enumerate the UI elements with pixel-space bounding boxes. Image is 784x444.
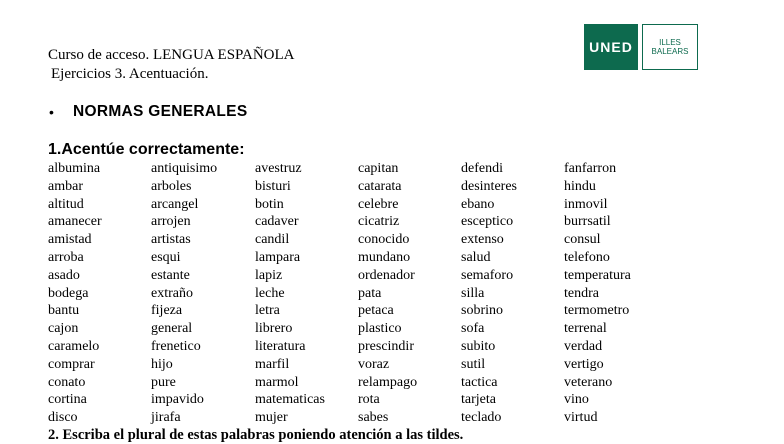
word-item: fijeza xyxy=(151,303,183,319)
logo-line-illes: ILLES xyxy=(659,38,681,47)
exercise-2-title: 2. Escriba el plural de estas palabras poniendo atención a las tildes. xyxy=(48,427,464,443)
word-item: ebano xyxy=(461,196,495,212)
word-item: tactica xyxy=(461,374,498,390)
word-item: comprar xyxy=(48,356,95,372)
word-item: jirafa xyxy=(151,410,181,426)
word-item: antiquisimo xyxy=(151,161,218,176)
word-item: vino xyxy=(564,392,589,408)
word-item: consul xyxy=(564,232,601,248)
word-item: capitan xyxy=(358,161,399,176)
word-item: ordenador xyxy=(358,267,415,283)
word-item: amistad xyxy=(48,232,92,248)
word-item: rota xyxy=(358,392,380,408)
word-item: marfil xyxy=(255,356,290,372)
word-item: catarata xyxy=(358,178,402,194)
word-item: lapiz xyxy=(255,267,283,283)
word-item: relampago xyxy=(358,374,418,390)
word-item: letra xyxy=(255,303,280,319)
word-item: hindu xyxy=(564,178,596,194)
exercise-subtitle: Ejercicios 3. Acentuación. xyxy=(51,66,209,82)
word-item: lampara xyxy=(255,249,301,265)
word-item: cadaver xyxy=(255,214,299,230)
word-item: esqui xyxy=(151,249,181,265)
word-item: temperatura xyxy=(564,267,631,283)
word-item: termometro xyxy=(564,303,630,319)
word-item: telefono xyxy=(564,249,610,265)
word-item: leche xyxy=(255,285,285,301)
course-title: Curso de acceso. LENGUA ESPAÑOLA xyxy=(48,47,295,63)
word-item: asado xyxy=(48,267,80,283)
word-item: librero xyxy=(255,321,293,337)
exercise-1-title: 1.Acentúe correctamente: xyxy=(48,141,245,158)
word-item: artistas xyxy=(151,232,191,248)
word-item: impavido xyxy=(151,392,204,408)
word-item: altitud xyxy=(48,196,84,212)
word-item: virtud xyxy=(564,410,598,426)
logo-line-balears: BALEARS xyxy=(651,47,689,56)
word-item: frenetico xyxy=(151,338,201,354)
word-column xyxy=(151,160,217,427)
word-item: veterano xyxy=(564,374,613,390)
word-item: pata xyxy=(358,285,382,301)
word-item: bisturi xyxy=(255,178,291,194)
word-item: arboles xyxy=(151,178,192,194)
word-item: bodega xyxy=(48,285,89,301)
word-item: matematicas xyxy=(255,392,325,408)
word-item: celebre xyxy=(358,196,399,212)
word-item: extenso xyxy=(461,232,504,248)
word-item: inmovil xyxy=(564,196,608,212)
word-item: mujer xyxy=(255,410,288,426)
word-item: terrenal xyxy=(564,321,607,337)
word-item: hijo xyxy=(151,356,173,372)
word-item: tarjeta xyxy=(461,392,496,408)
word-item: disco xyxy=(48,410,78,426)
word-item: avestruz xyxy=(255,161,302,176)
word-item: arroba xyxy=(48,249,84,265)
word-item: cajon xyxy=(48,321,79,337)
word-item: cicatriz xyxy=(358,214,400,230)
word-item: tendra xyxy=(564,285,599,301)
word-column xyxy=(564,160,631,427)
word-item: sobrino xyxy=(461,303,503,319)
word-item: voraz xyxy=(358,356,390,372)
section-heading xyxy=(49,103,247,121)
word-item: sabes xyxy=(358,410,389,426)
word-column xyxy=(255,160,325,427)
word-item: literatura xyxy=(255,338,306,354)
word-item: silla xyxy=(461,285,485,301)
word-item: arrojen xyxy=(151,214,191,230)
word-item: sofa xyxy=(461,321,485,337)
word-item: burrsatil xyxy=(564,214,611,230)
word-item: defendi xyxy=(461,161,503,176)
word-item: verdad xyxy=(564,338,603,354)
word-item: salud xyxy=(461,249,491,265)
word-item: bantu xyxy=(48,303,80,319)
word-column xyxy=(461,160,517,427)
word-item: conocido xyxy=(358,232,410,248)
word-item: teclado xyxy=(461,410,502,426)
word-item: subito xyxy=(461,338,496,354)
word-item: fanfarron xyxy=(564,161,617,176)
word-item: semaforo xyxy=(461,267,514,283)
word-item: sutil xyxy=(461,356,486,372)
word-column xyxy=(358,160,417,427)
word-item: mundano xyxy=(358,249,411,265)
word-item: general xyxy=(151,321,193,337)
uned-logo xyxy=(584,24,698,70)
word-item: petaca xyxy=(358,303,394,319)
word-item: estante xyxy=(151,267,190,283)
uned-logo-mark: UNED xyxy=(584,24,638,70)
word-item: conato xyxy=(48,374,86,390)
word-item: botin xyxy=(255,196,284,212)
word-item: caramelo xyxy=(48,338,100,354)
illes-balears-logo-text xyxy=(642,24,698,70)
section-title: NORMAS GENERALES xyxy=(73,103,248,120)
word-item: plastico xyxy=(358,321,402,337)
word-item: desinteres xyxy=(461,178,517,194)
bullet-icon: • xyxy=(49,104,54,120)
word-item: ambar xyxy=(48,178,83,194)
word-item: amanecer xyxy=(48,214,102,230)
word-item: arcangel xyxy=(151,196,199,212)
word-item: candil xyxy=(255,232,290,248)
word-item: esceptico xyxy=(461,214,514,230)
word-item: prescindir xyxy=(358,338,414,354)
word-item: pure xyxy=(151,374,176,390)
word-item: cortina xyxy=(48,392,87,408)
word-column xyxy=(48,160,102,427)
word-item: extraño xyxy=(151,285,193,301)
word-item: vertigo xyxy=(564,356,604,372)
word-item: marmol xyxy=(255,374,299,390)
word-item: albumina xyxy=(48,161,101,176)
